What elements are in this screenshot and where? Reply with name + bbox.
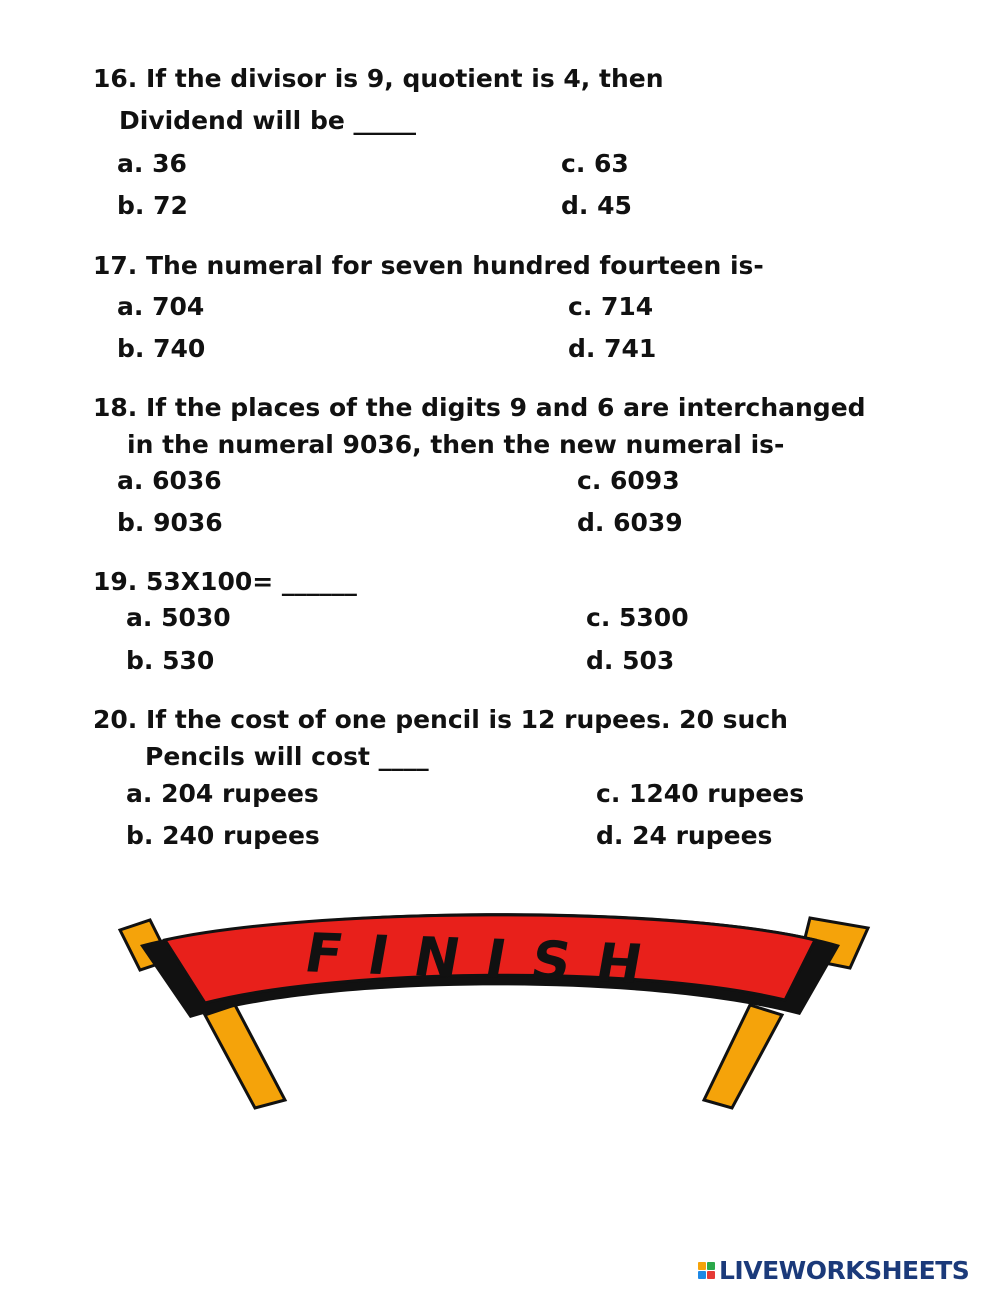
option-18-c: c. 6093 bbox=[577, 466, 680, 495]
option-20-c: c. 1240 rupees bbox=[596, 779, 805, 808]
right-pole-lower bbox=[704, 1005, 782, 1108]
logo-tiles-icon bbox=[698, 1262, 715, 1279]
option-20-d: d. 24 rupees bbox=[596, 821, 773, 850]
option-16-b: b. 72 bbox=[117, 191, 188, 220]
option-18-b: b. 9036 bbox=[117, 508, 223, 537]
question-20-line-1: 20. If the cost of one pencil is 12 rupees. 20 such bbox=[93, 705, 788, 734]
option-19-c: c. 5300 bbox=[586, 603, 689, 632]
option-18-d: d. 6039 bbox=[577, 508, 683, 537]
option-18-a: a. 6036 bbox=[117, 466, 222, 495]
question-18-line-2: in the numeral 9036, then the new numeral is- bbox=[127, 430, 785, 459]
option-16-d: d. 45 bbox=[561, 191, 632, 220]
option-19-a: a. 5030 bbox=[126, 603, 231, 632]
logo-tile bbox=[707, 1271, 715, 1279]
question-18-line-1: 18. If the places of the digits 9 and 6 are interchanged bbox=[93, 393, 866, 422]
finish-banner bbox=[110, 900, 880, 1120]
question-20-line-2: Pencils will cost ____ bbox=[145, 742, 429, 771]
banner-text: FINISH bbox=[300, 921, 674, 997]
logo-tile bbox=[698, 1271, 706, 1279]
logo-tile bbox=[698, 1262, 706, 1270]
option-19-b: b. 530 bbox=[126, 646, 215, 675]
option-17-b: b. 740 bbox=[117, 334, 206, 363]
option-17-d: d. 741 bbox=[568, 334, 657, 363]
left-pole-lower bbox=[205, 1005, 285, 1108]
option-16-a: a. 36 bbox=[117, 149, 187, 178]
liveworksheets-logo bbox=[698, 1256, 969, 1285]
option-17-c: c. 714 bbox=[568, 292, 654, 321]
question-17-line-1: 17. The numeral for seven hundred fourteen is- bbox=[93, 251, 764, 280]
option-16-c: c. 63 bbox=[561, 149, 629, 178]
option-17-a: a. 704 bbox=[117, 292, 205, 321]
question-16-line-1: 16. If the divisor is 9, quotient is 4, then bbox=[93, 64, 664, 93]
option-20-b: b. 240 rupees bbox=[126, 821, 320, 850]
logo-tile bbox=[707, 1262, 715, 1270]
question-19-line-1: 19. 53X100= ______ bbox=[93, 567, 357, 596]
option-19-d: d. 503 bbox=[586, 646, 675, 675]
brand-name: LIVEWORKSHEETS bbox=[719, 1256, 970, 1285]
option-20-a: a. 204 rupees bbox=[126, 779, 319, 808]
question-16-line-2: Dividend will be _____ bbox=[119, 106, 416, 135]
